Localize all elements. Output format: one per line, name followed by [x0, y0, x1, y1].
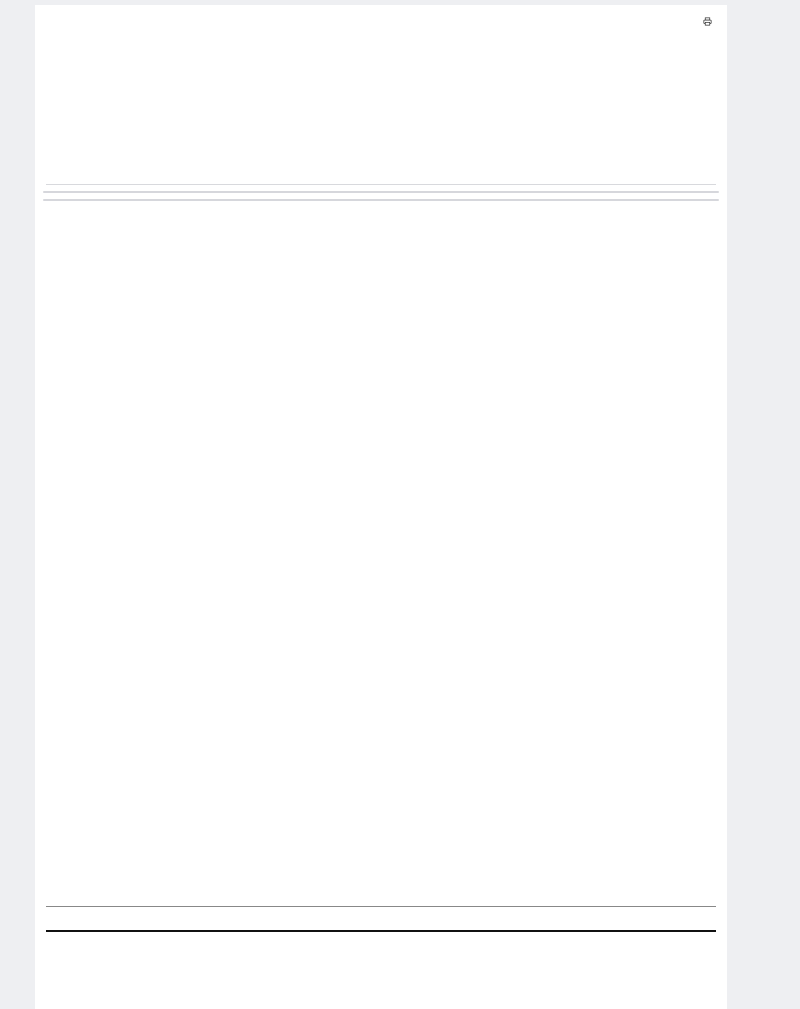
window-sticker-page [35, 5, 727, 1009]
table-header [46, 160, 716, 185]
print-button[interactable] [703, 17, 715, 26]
sport-package-group [43, 199, 719, 201]
final-total-row [46, 906, 716, 932]
options-table [46, 160, 716, 205]
premium-package-group [43, 191, 719, 193]
printer-icon [703, 17, 712, 26]
price-totals [46, 906, 716, 932]
